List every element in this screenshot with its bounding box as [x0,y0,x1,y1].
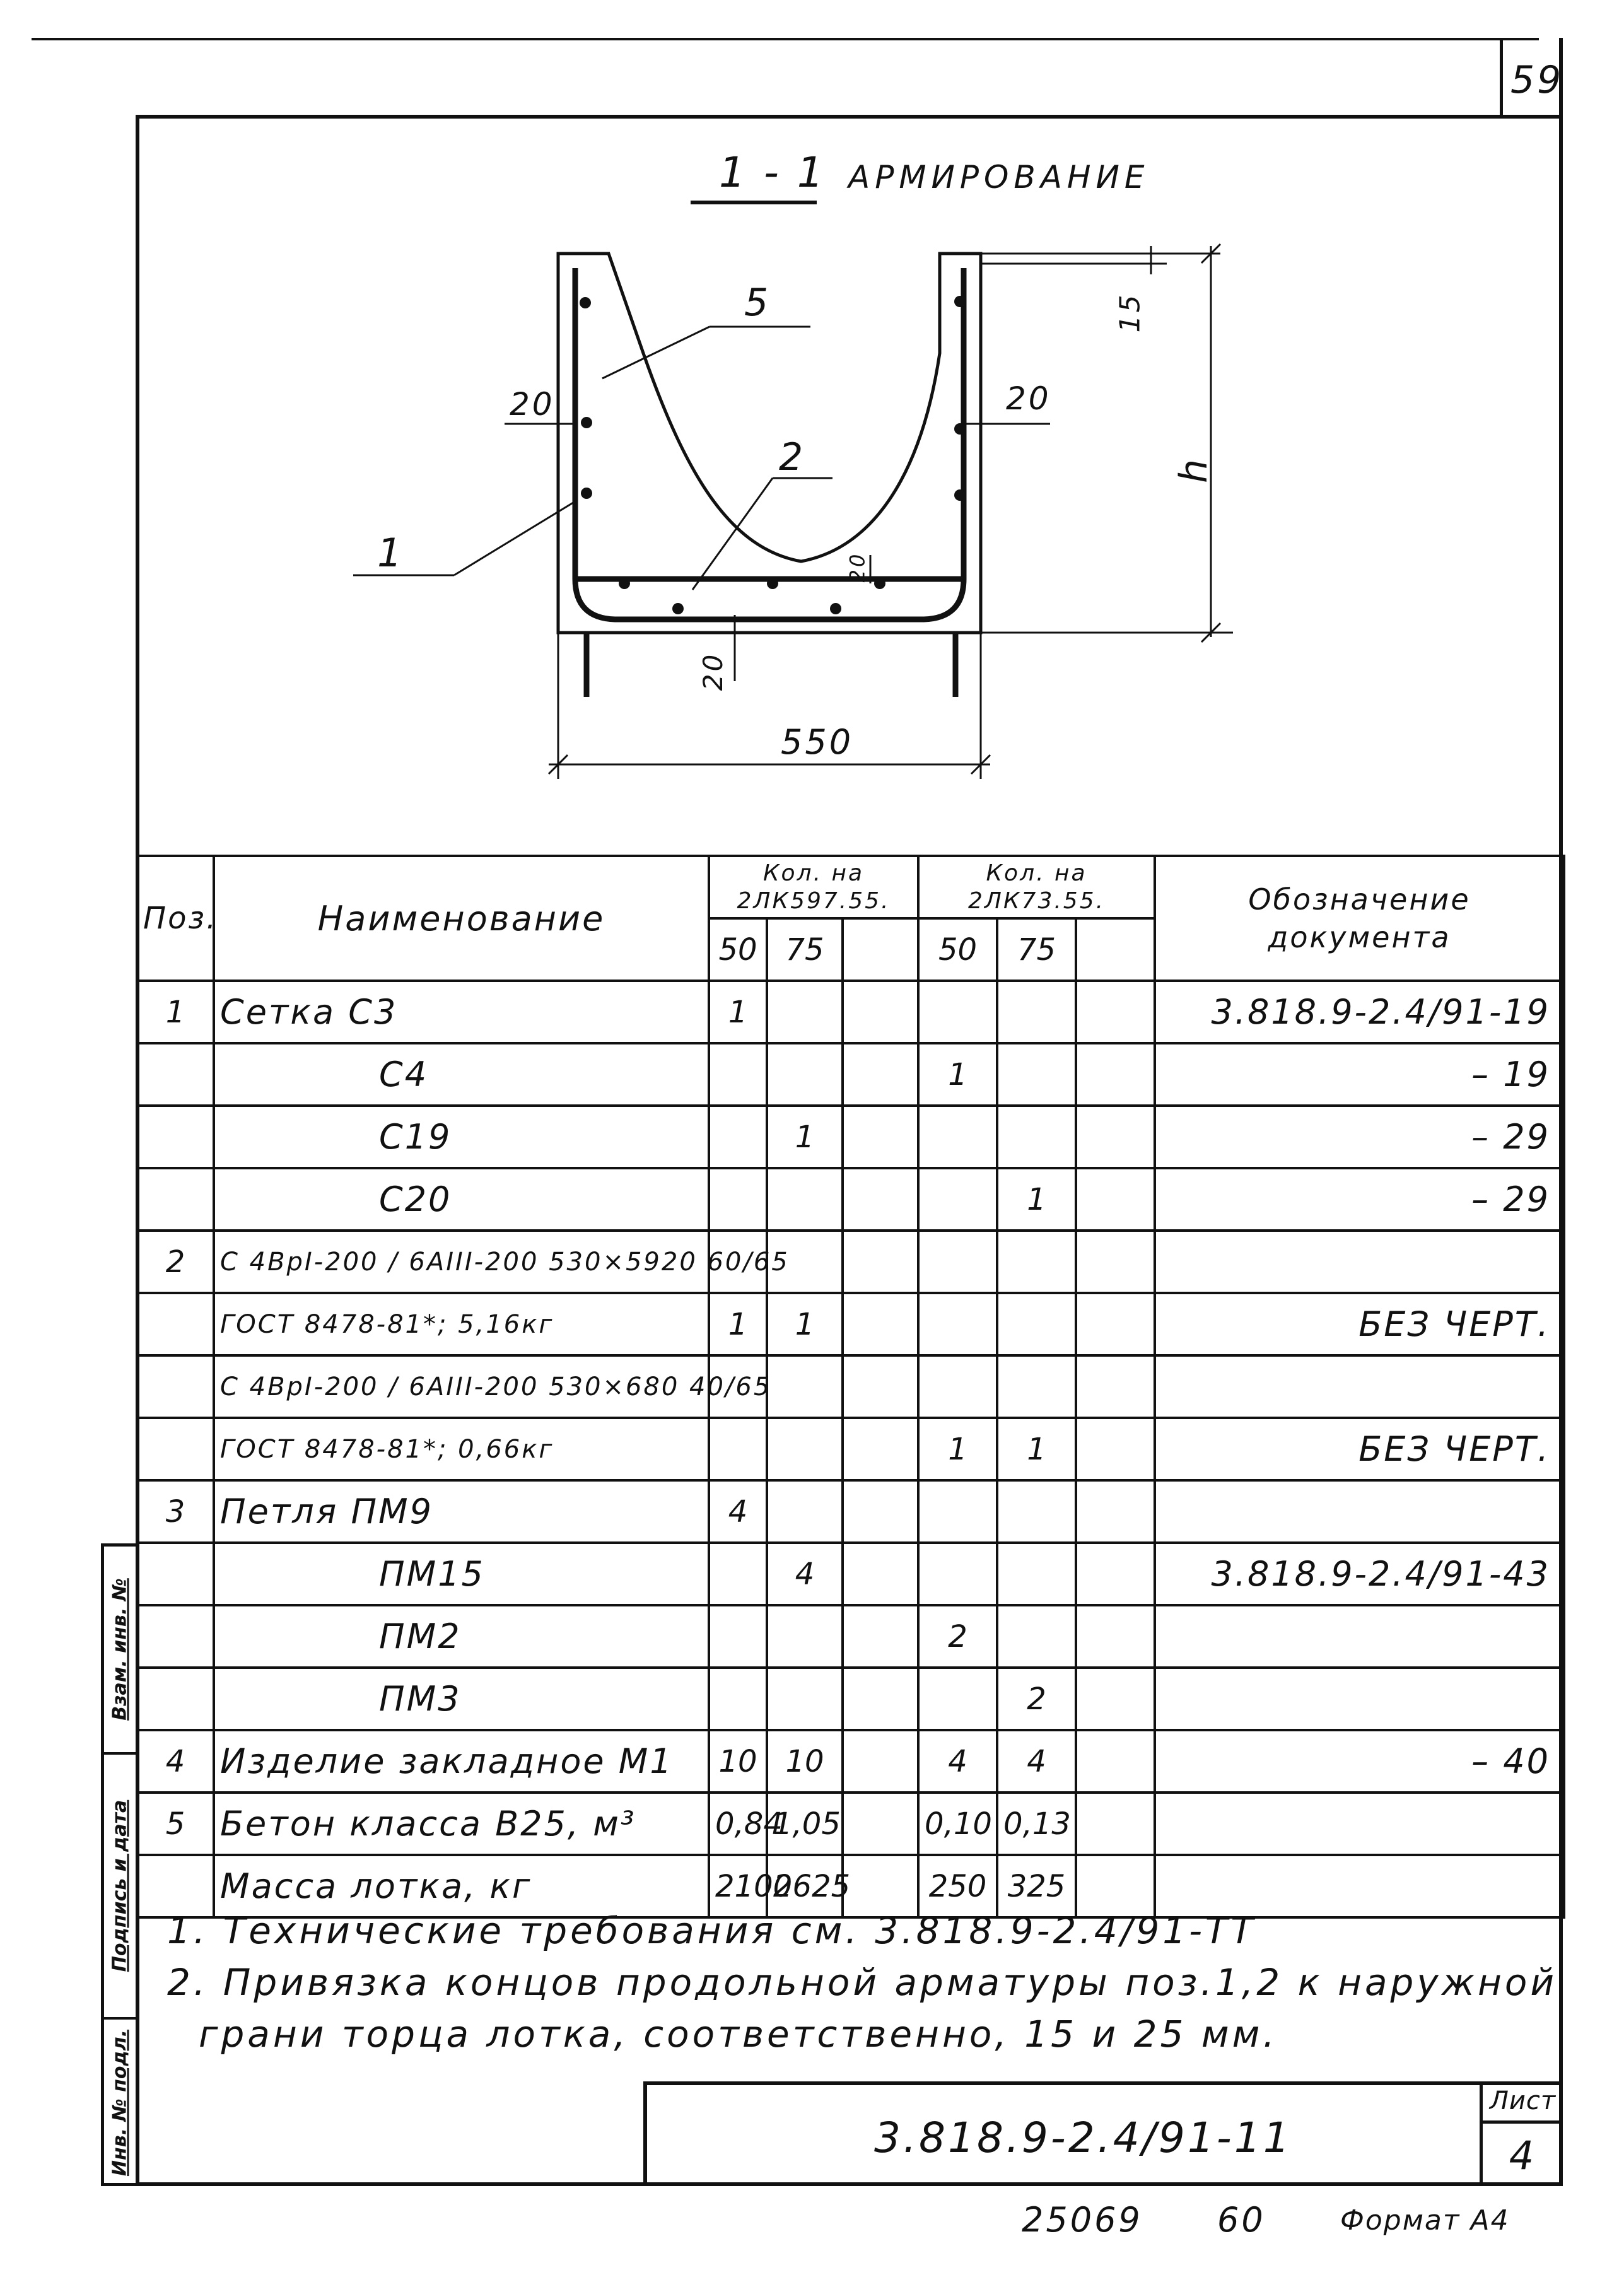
subheader-75: 75 [767,918,843,981]
row-qty-b75 [997,1106,1076,1168]
table-row [137,1168,1564,1231]
row-qty-a-extra [843,1605,918,1668]
doc-code: 3.818.9-2.4/91-11 [874,2114,1292,2162]
page-number: 59 [1510,58,1564,102]
position-label-1: 1 [377,530,405,576]
row-qty-b-extra [1076,1355,1155,1418]
row-doc: 3.818.9-2.4/91-43 [1155,1543,1564,1605]
row-qty-a50: 1 [709,1293,767,1355]
row-qty-b50 [918,1168,997,1231]
header-qty-group-2: Кол. на 2ЛК73.55. [918,856,1155,918]
row-name: С 4ВрI-200 / 6АIII-200 530×5920 60/65 [214,1231,709,1293]
row-qty-a75 [767,1418,843,1480]
row-qty-b-extra [1076,1418,1155,1480]
dim-left-cover: 20 [510,386,555,423]
row-qty-a50: 4 [709,1480,767,1543]
table-header-row [137,856,1564,918]
row-qty-a75 [767,981,843,1043]
row-qty-a75: 1,05 [767,1793,843,1855]
row-qty-a50: 2100 [709,1855,767,1917]
row-name: Масса лотка, кг [214,1855,709,1917]
row-pos [137,1668,214,1730]
row-doc: – 19 [1155,1043,1564,1106]
row-doc [1155,1668,1564,1730]
table-row [137,1106,1564,1168]
row-qty-a-extra [843,1480,918,1543]
row-qty-b75: 1 [997,1418,1076,1480]
header-name: Наименование [214,856,709,981]
row-pos: 1 [137,981,214,1043]
row-qty-a-extra [843,1043,918,1106]
row-qty-b75 [997,981,1076,1043]
table-row [137,1543,1564,1605]
row-doc: – 40 [1155,1730,1564,1793]
table-row [137,1793,1564,1855]
row-qty-a-extra [843,1231,918,1293]
row-qty-b-extra [1076,1231,1155,1293]
row-qty-b-extra [1076,1605,1155,1668]
notes [167,1905,1557,2060]
row-qty-a-extra [843,1793,918,1855]
dim-bottom-inner: 20 [845,551,870,583]
section-title: АРМИРОВАНИЕ [848,159,1150,196]
subheader-50: 50 [709,918,767,981]
header-pos: Поз. [137,856,214,981]
row-pos: 2 [137,1231,214,1293]
table-row [137,1355,1564,1418]
row-qty-a50 [709,1605,767,1668]
sheet-cell [1480,2081,1563,2186]
row-qty-a-extra [843,1355,918,1418]
row-qty-a-extra [843,1543,918,1605]
row-qty-a50: 10 [709,1730,767,1793]
row-name: ПМ3 [214,1668,709,1730]
leader-lines [353,327,832,590]
row-qty-a75 [767,1168,843,1231]
row-qty-a50 [709,1668,767,1730]
row-qty-b75 [997,1293,1076,1355]
row-doc [1155,1355,1564,1418]
subheader-empty [843,918,918,981]
row-qty-b50: 4 [918,1730,997,1793]
row-qty-a-extra [843,1668,918,1730]
row-qty-b75: 2 [997,1668,1076,1730]
row-qty-a-extra [843,1293,918,1355]
row-qty-b-extra [1076,1730,1155,1793]
dim-height: h [1172,456,1217,484]
row-name: ПМ2 [214,1605,709,1668]
specification-table [136,855,1565,1919]
sheet-label: Лист [1483,2081,1563,2124]
table-row [137,1480,1564,1543]
row-doc [1155,1793,1564,1855]
row-qty-a75: 4 [767,1543,843,1605]
row-qty-b-extra [1076,1793,1155,1855]
row-name: ПМ15 [214,1543,709,1605]
row-qty-b-extra [1076,1668,1155,1730]
dim-width: 550 [781,722,854,762]
row-qty-b50: 1 [918,1418,997,1480]
subheader-50: 50 [918,918,997,981]
row-qty-b50 [918,1231,997,1293]
row-qty-b75: 325 [997,1855,1076,1917]
row-qty-b75 [997,1043,1076,1106]
row-doc: – 29 [1155,1106,1564,1168]
row-name: Бетон класса В25, м³ [214,1793,709,1855]
row-qty-a75: 1 [767,1106,843,1168]
row-qty-b50 [918,1355,997,1418]
row-doc [1155,1480,1564,1543]
row-qty-b75: 1 [997,1168,1076,1231]
table-row [137,981,1564,1043]
row-qty-b75 [997,1605,1076,1668]
row-pos [137,1043,214,1106]
row-qty-a75 [767,1480,843,1543]
subheader-75: 75 [997,918,1076,981]
position-label-5: 5 [744,281,771,325]
row-qty-b75 [997,1480,1076,1543]
row-qty-b75: 0,13 [997,1793,1076,1855]
header-qty-group-1: Кол. на 2ЛК597.55. [709,856,918,918]
row-pos [137,1293,214,1355]
row-qty-a-extra [843,1106,918,1168]
row-qty-b50 [918,981,997,1043]
row-qty-a-extra [843,1418,918,1480]
row-qty-a-extra [843,981,918,1043]
row-qty-b-extra [1076,1480,1155,1543]
section-number: 1 - 1 [719,148,826,197]
row-pos: 3 [137,1480,214,1543]
subheader-empty [1076,918,1155,981]
row-qty-a50: 1 [709,981,767,1043]
header-doc: Обозначение документа [1155,856,1564,981]
side-cell-original [104,2020,136,2186]
row-qty-b-extra [1076,1293,1155,1355]
row-pos [137,1168,214,1231]
row-pos [137,1106,214,1168]
row-doc: 3.818.9-2.4/91-19 [1155,981,1564,1043]
row-qty-b50: 250 [918,1855,997,1917]
dim-top-cover: 15 [1114,292,1147,333]
row-pos: 4 [137,1730,214,1793]
row-qty-a75 [767,1043,843,1106]
row-qty-a75: 1 [767,1293,843,1355]
row-qty-b50: 0,10 [918,1793,997,1855]
row-qty-b50 [918,1106,997,1168]
row-qty-a-extra [843,1168,918,1231]
row-pos [137,1543,214,1605]
row-pos [137,1418,214,1480]
row-doc: БЕЗ ЧЕРТ. [1155,1418,1564,1480]
row-qty-a-extra [843,1730,918,1793]
row-name: С 4ВрI-200 / 6АIII-200 530×680 40/65 [214,1355,709,1418]
row-qty-b50 [918,1668,997,1730]
row-doc: БЕЗ ЧЕРТ. [1155,1293,1564,1355]
title-block [643,2081,1563,2186]
table-row [137,1730,1564,1793]
dim-bottom-outer: 20 [698,652,729,691]
row-qty-b50: 1 [918,1043,997,1106]
row-qty-b50 [918,1543,997,1605]
row-doc [1155,1231,1564,1293]
row-name: Изделие закладное М1 [214,1730,709,1793]
row-qty-a75 [767,1355,843,1418]
row-qty-a50 [709,1043,767,1106]
row-qty-a50: 0,84 [709,1793,767,1855]
table-row [137,1043,1564,1106]
table-row [137,1668,1564,1730]
row-qty-a75: 10 [767,1730,843,1793]
row-pos [137,1605,214,1668]
table-row [137,1231,1564,1293]
row-name: Петля ПМ9 [214,1480,709,1543]
side-inv-replacement: Взам. инв. № [108,1578,131,1721]
row-qty-a75 [767,1605,843,1668]
side-cell-replacement [104,1547,136,1755]
footer-code-1: 25069 [1022,2200,1143,2240]
row-qty-a75 [767,1668,843,1730]
row-qty-b-extra [1076,1168,1155,1231]
rebar-dots [580,296,966,614]
row-name: С20 [214,1168,709,1231]
row-qty-a50 [709,1106,767,1168]
row-qty-b-extra [1076,1543,1155,1605]
table-row [137,1605,1564,1668]
position-label-2: 2 [779,435,806,479]
row-qty-b50 [918,1480,997,1543]
row-doc: – 29 [1155,1168,1564,1231]
row-qty-a50 [709,1543,767,1605]
side-inv-original: Инв. № подл. [108,2029,131,2177]
row-qty-a50 [709,1418,767,1480]
row-name: С19 [214,1106,709,1168]
row-qty-b75 [997,1231,1076,1293]
row-doc [1155,1605,1564,1668]
row-pos: 5 [137,1793,214,1855]
table-row [137,1418,1564,1480]
side-stamp [101,1543,136,2186]
side-signature-date: Подпись и дата [108,1799,131,1972]
row-qty-a50 [709,1168,767,1231]
table-row [137,1293,1564,1355]
row-qty-b50: 2 [918,1605,997,1668]
row-qty-a75: 2625 [767,1855,843,1917]
row-qty-b75 [997,1355,1076,1418]
row-name: ГОСТ 8478-81*; 5,16кг [214,1293,709,1355]
row-qty-b50 [918,1293,997,1355]
row-name: С4 [214,1043,709,1106]
footer-code-2: 60 [1217,2200,1266,2240]
note-1: 1. Технические требования см. 3.818.9-2.4/91-ТТ [167,1909,1256,1952]
footer-format: Формат А4 [1340,2204,1510,2237]
sheet-number: 4 [1509,2132,1537,2179]
row-name: ГОСТ 8478-81*; 0,66кг [214,1418,709,1480]
row-qty-b-extra [1076,981,1155,1043]
row-qty-b75 [997,1543,1076,1605]
dim-right-cover: 20 [1006,380,1051,417]
row-qty-b-extra [1076,1106,1155,1168]
note-2-cont: грани торца лотка, соответственно, 15 и 25 мм. [199,2013,1278,2056]
row-name: Сетка С3 [214,981,709,1043]
row-qty-b75: 4 [997,1730,1076,1793]
row-pos [137,1355,214,1418]
row-qty-b-extra [1076,1043,1155,1106]
side-cell-signature [104,1755,136,2020]
note-2: 2. Привязка концов продольной арматуры поз.1,2 к наружной [167,1961,1558,2004]
